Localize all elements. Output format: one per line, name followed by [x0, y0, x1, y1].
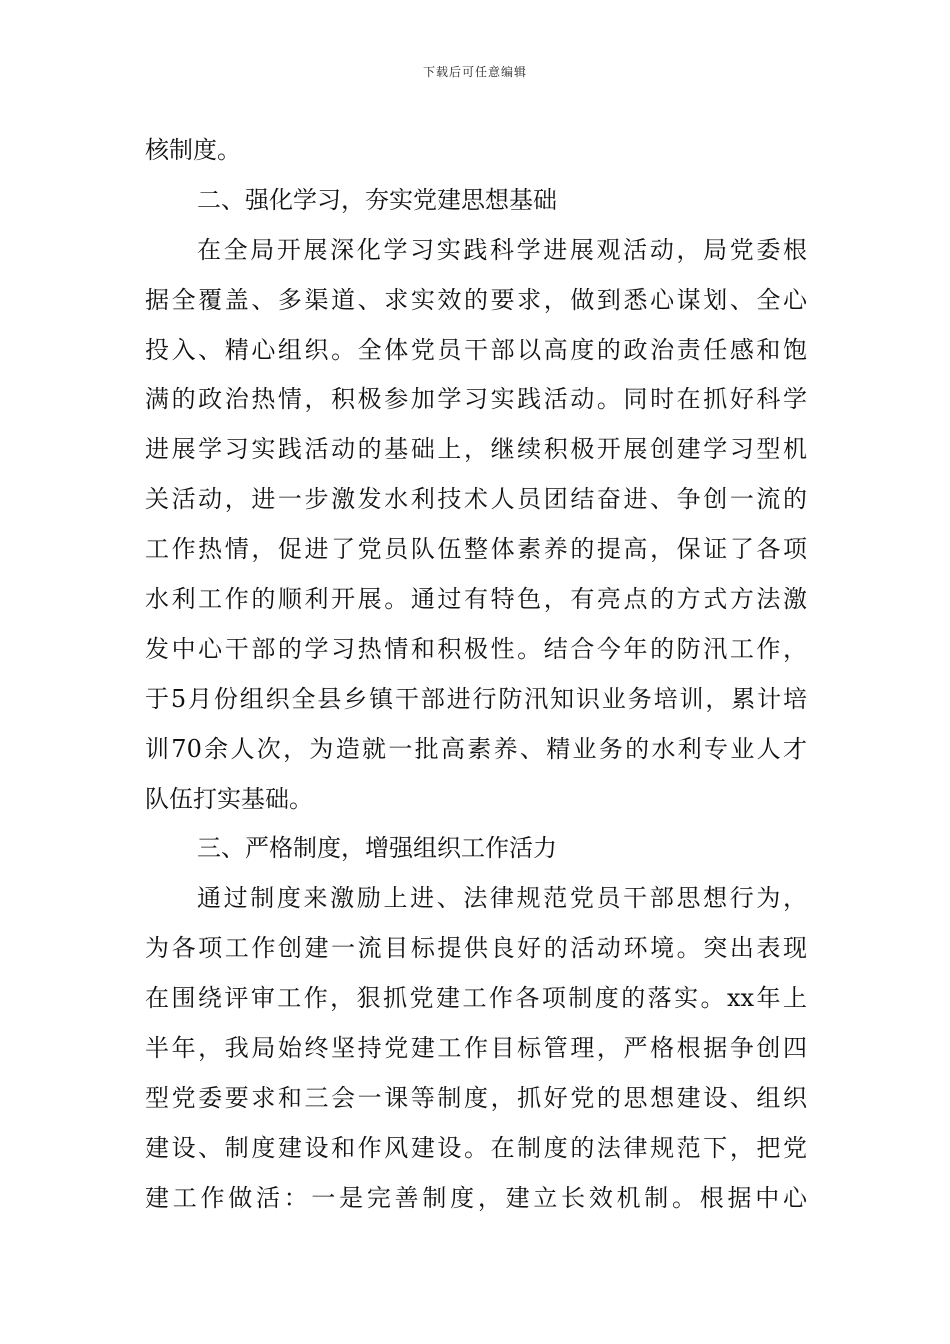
paragraph-line: 半年，我局始终坚持党建工作目标管理，严格根据争创四 [145, 1034, 807, 1063]
section-heading: 三、严格制度，增强组织工作活力 [197, 834, 557, 863]
paragraph-line: 满的政治热情，积极参加学习实践活动。同时在抓好科学 [145, 385, 807, 414]
paragraph-line: 水利工作的顺利开展。通过有特色，有亮点的方式方法激 [145, 585, 807, 614]
document-body [145, 126, 807, 1224]
paragraph-line: 核制度。 [145, 136, 241, 164]
paragraph-line: 建设、制度建设和作风建设。在制度的法律规范下，把党 [145, 1133, 807, 1162]
paragraph-line: 工作热情，促进了党员队伍整体素养的提高，保证了各项 [145, 535, 807, 564]
paragraph-line: 为各项工作创建一流目标提供良好的活动环境。突出表现 [145, 934, 807, 963]
paragraph-line: 在围绕评审工作，狠抓党建工作各项制度的落实。xx年上 [145, 984, 807, 1013]
paragraph-line: 于5月份组织全县乡镇干部进行防汛知识业务培训，累计培 [145, 684, 807, 713]
paragraph-line: 投入、精心组织。全体党员干部以高度的政治责任感和饱 [145, 335, 807, 364]
section-heading: 二、强化学习，夯实党建思想基础 [197, 185, 557, 214]
paragraph-line: 进展学习实践活动的基础上，继续积极开展创建学习型机 [145, 435, 807, 464]
paragraph-line: 发中心干部的学习热情和积极性。结合今年的防汛工作， [145, 634, 807, 663]
paragraph-line: 训70余人次，为造就一批高素养、精业务的水利专业人才 [145, 734, 807, 763]
paragraph-line: 建工作做活：一是完善制度，建立长效机制。根据中心 [145, 1183, 807, 1212]
paragraph-line: 队伍打实基础。 [145, 784, 313, 813]
paragraph-line: 在全局开展深化学习实践科学进展观活动，局党委根 [197, 235, 807, 264]
paragraph-line: 据全覆盖、多渠道、求实效的要求，做到悉心谋划、全心 [145, 285, 807, 314]
paragraph-line: 型党委要求和三会一课等制度，抓好党的思想建设、组织 [145, 1083, 807, 1112]
paragraph-line: 通过制度来激励上进、法律规范党员干部思想行为， [197, 884, 807, 913]
page-header-note: 下载后可任意编辑 [422, 65, 527, 79]
paragraph-line: 关活动，进一步激发水利技术人员团结奋进、争创一流的 [145, 485, 807, 514]
